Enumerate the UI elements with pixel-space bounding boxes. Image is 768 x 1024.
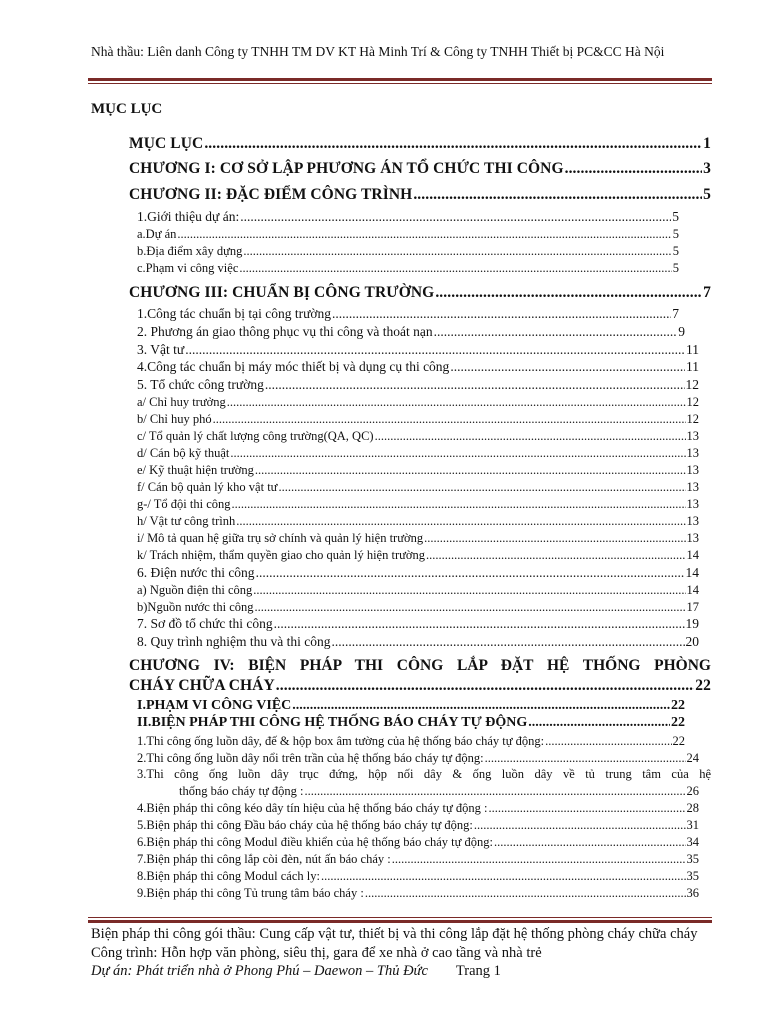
toc-entry[interactable]: b/ Chỉ huy phó ..... 12 (137, 412, 699, 427)
toc-entry[interactable]: 2.Thi công ống luồn dây nổi trên trần của hệ thống báo cháy tự động: ..... 24 (137, 751, 699, 766)
toc-entry[interactable]: CHƯƠNG II: ĐẶC ĐIỂM CÔNG TRÌNH ..... 5 (129, 186, 711, 204)
toc-entry[interactable]: g-/ Tổ đội thi công ..... 13 (137, 497, 699, 512)
toc-entry[interactable]: d/ Cán bộ kỹ thuật ..... 13 (137, 446, 699, 461)
footer-package-line: Biện pháp thi công gói thầu: Cung cấp vật tư, thiết bị và thi công lắp đặt hệ thống phòng cháy chữa cháy (91, 926, 698, 942)
toc-entry[interactable]: a.Dự án ..... 5 (137, 227, 679, 242)
toc-entry[interactable]: 7. Sơ đồ tổ chức thi công ..... 19 (137, 616, 699, 632)
toc-entry-item-3-line2[interactable]: thống báo cháy tự động : ..... 26 (179, 784, 699, 799)
toc-entry[interactable]: 1.Thi công ống luồn dây, đế & hộp box âm tường của hệ thống báo cháy tự động: ..... 22 (137, 734, 685, 749)
toc-entry[interactable]: MỤC LỤC ..... 1 (129, 135, 711, 153)
toc-entry[interactable]: 6.Biện pháp thi công Modul điều khiển của hệ thống báo cháy tự động: ..... 34 (137, 835, 699, 850)
footer-rule (88, 917, 712, 923)
footer-project-name: Dự án: Phát triển nhà ở Phong Phú – Daewon – Thủ Đức (91, 963, 428, 979)
toc-entry[interactable]: 3. Vật tư ..... 11 (137, 342, 699, 358)
toc-entry[interactable]: 5. Tổ chức công trường ..... 12 (137, 377, 699, 393)
toc-entry[interactable]: 1.Giới thiệu dự án: ..... 5 (137, 209, 679, 225)
toc-entry[interactable]: a/ Chỉ huy trưởng ..... 12 (137, 395, 699, 410)
page-number: Trang 1 (455, 963, 501, 979)
toc-entry[interactable]: c.Phạm vi công việc ..... 5 (137, 261, 679, 276)
toc-entry[interactable]: 1.Công tác chuẩn bị tại công trường ..... 7 (137, 306, 679, 322)
toc-entry[interactable]: e/ Kỹ thuật hiện trường ..... 13 (137, 463, 699, 478)
toc-entry[interactable]: II.BIỆN PHÁP THI CÔNG HỆ THỐNG BÁO CHÁY TỰ ĐỘNG ..... 22 (137, 715, 685, 731)
toc-entry[interactable]: a) Nguồn điện thi công ..... 14 (137, 583, 699, 598)
footer-project-name-line (91, 962, 711, 981)
toc-entry-chapter-4-line2[interactable]: CHÁY CHỮA CHÁY ..... 22 (129, 677, 711, 695)
toc-entry[interactable]: b.Địa điểm xây dựng ..... 5 (137, 244, 679, 259)
toc-entry[interactable]: i/ Mô tả quan hệ giữa trụ sở chính và quản lý hiện trường ..... 13 (137, 531, 699, 546)
toc-entry[interactable]: c/ Tổ quản lý chất lượng công trường(QA, QC) ..... 13 (137, 429, 699, 444)
document-footer (91, 925, 711, 981)
toc-entry[interactable]: 6. Điện nước thi công ..... 14 (137, 565, 699, 581)
toc-entry-chapter-4-line1[interactable]: CHƯƠNG IV: BIỆN PHÁP THI CÔNG LẮP ĐẶT HỆ THỐNG PHÒNG (129, 657, 711, 674)
toc-entry[interactable]: b)Nguồn nước thi công ..... 17 (137, 600, 699, 615)
contractor-line: Nhà thầu: Liên danh Công ty TNHH TM DV KT Hà Minh Trí & Công ty TNHH Thiết bị PC&CC Hà Nội (91, 44, 665, 59)
toc-entry[interactable]: CHƯƠNG I: CƠ SỞ LẬP PHƯƠNG ÁN TỔ CHỨC THI CÔNG ..... 3 (129, 160, 711, 178)
toc-entry[interactable]: 8. Quy trình nghiệm thu và thi công ..... 20 (137, 634, 699, 650)
toc-entry[interactable]: I.PHẠM VI CÔNG VIỆC ..... 22 (137, 698, 685, 714)
toc-entry[interactable]: 2. Phương án giao thông phục vụ thi công và thoát nạn ..... 9 (137, 324, 685, 340)
toc-entry[interactable]: CHƯƠNG III: CHUẨN BỊ CÔNG TRƯỜNG ..... 7 (129, 284, 711, 302)
toc-entry[interactable]: 8.Biện pháp thi công Modul cách ly: ..... 35 (137, 869, 699, 884)
toc-entry[interactable]: h/ Vật tư công trình ..... 13 (137, 514, 699, 529)
toc-heading: MỤC LỤC (91, 101, 163, 117)
header-rule (88, 78, 712, 84)
footer-project-line: Công trình: Hỗn hợp văn phòng, siêu thị, gara để xe nhà ở cao tầng và nhà trẻ (91, 944, 542, 961)
toc-entry[interactable]: 7.Biện pháp thi công lắp còi đèn, nút ấn báo cháy : ..... 35 (137, 852, 699, 867)
toc-entry[interactable]: k/ Trách nhiệm, thẩm quyền giao cho quản lý hiện trường ..... 14 (137, 548, 699, 563)
toc-entry[interactable]: 4.Biện pháp thi công kéo dây tín hiệu của hệ thống báo cháy tự động : ..... 28 (137, 801, 699, 816)
toc-entry[interactable]: 4.Công tác chuẩn bị máy móc thiết bị và dụng cụ thi công ..... 11 (137, 359, 699, 375)
toc-entry[interactable]: 5.Biện pháp thi công Đầu báo cháy của hệ thống báo cháy tự động: ..... 31 (137, 818, 699, 833)
toc-entry[interactable]: f/ Cán bộ quản lý kho vật tư ..... 13 (137, 480, 699, 495)
toc-entry-item-3-line1[interactable]: 3.Thi công ống luồn dây trục đứng, hộp nối dây & ống luồn dây về tủ trung tâm của hệ (137, 767, 711, 781)
document-header (91, 44, 711, 60)
toc-entry[interactable]: 9.Biện pháp thi công Tủ trung tâm báo cháy : ..... 36 (137, 886, 699, 901)
